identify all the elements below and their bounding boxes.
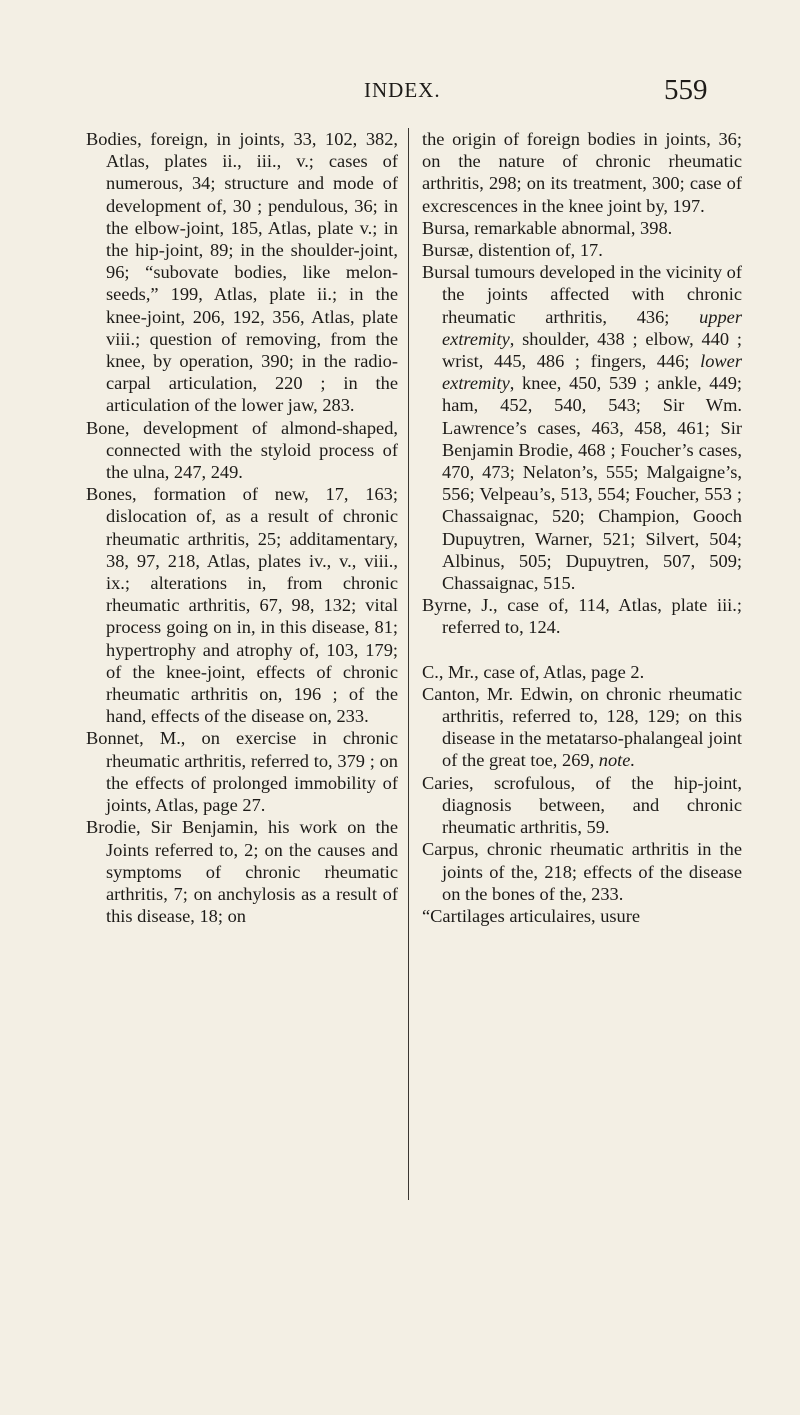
bursal-text-1: Bursal tumours developed in the vicinity of the joints affected with chronic rheumatic arthritis, 436; [422,262,742,327]
index-entry-canton [422,683,742,772]
page-number: 559 [664,74,708,106]
index-entry-brodie-continued: the origin of foreign bodies in joints, 36; on the nature of chronic rheumatic arthritis, 298; on its treatment, 300; case of excrescences in the knee joint by, 197. [422,129,742,216]
page-header [0,74,800,118]
left-column [86,128,398,927]
index-entry-bone: Bone, development of almond-shaped, connected with the styloid process of the ulna, 247, 249. [86,417,398,483]
bursal-text-2: , shoulder, 438 ; elbow, 440 ; wrist, 445, 486 ; fingers, 446; [442,328,742,372]
index-entry-c-mr: C., Mr., case of, Atlas, page 2. [422,661,645,682]
lower-extremity-label: lower extremity [442,351,742,394]
index-entry-carpus: Carpus, chronic rheumatic arthritis in the joints of the, 218; effects of the disease on the bones of the, 233. [422,839,742,904]
column-divider [408,128,409,1200]
index-entry-bursae: Bursæ, distention of, 17. [422,240,603,261]
index-entry-bursa: Bursa, remarkable abnormal, 398. [422,217,673,238]
index-entry-brodie: Brodie, Sir Benjamin, his work on the Joints referred to, 2; on the causes and symptoms of chronic rheumatic arthritis, 7; on anchylosis as a result of this disease, 18; on [86,817,398,927]
index-entry-cartilages: “Cartilages articulaires, usure [422,905,641,926]
index-entry-bonnet: Bonnet, M., on exercise in chronic rheumatic arthritis, referred to, 379 ; on the effects of prolonged immobility of joints, Atlas, page 27. [86,728,398,816]
index-entry-caries: Caries, scrofulous, of the hip-joint, diagnosis between, and chronic rheumatic arthritis, 59. [422,772,742,838]
canton-text: Canton, Mr. Edwin, on chronic rheumatic arthritis, referred to, 128, 129; on this disease in the metatarso-phalangeal joint of the great toe, 269, [422,683,742,771]
index-entry-bones: Bones, formation of new, 17, 163; dislocation of, as a result of chronic rheumatic arthritis, 25; additamentary, 38, 97, 218, Atlas, plates iv., v., viii., ix.; alterations in, from chronic rheumatic arthritis, 67, 98, 132; vital process going on in, in this disease, 81; hypertrophy and atrophy of, 103, 179; of the knee-joint, effects of chronic rheumatic arthritis on, 196 ; of the hand, effects of the disease on, 233. [86,484,398,727]
upper-extremity-label: upper extremity [442,306,742,349]
index-entry-byrne: Byrne, J., case of, 114, Atlas, plate iii.; referred to, 124. [422,595,742,638]
index-entry-bodies: Bodies, foreign, in joints, 33, 102, 382, Atlas, plates ii., iii., v.; cases of numerous, 34; structure and mode of development of, 30 ; pendulous, 36; in the elbow-joint, 185, Atlas, plate v.; in the hip-joint, 89; in the shoulder-joint, 96; “subovate bodies, like melon-seeds,” 199, Atlas, plate ii.; in the knee-joint, 206, 192, 356, Atlas, plate viii.; question of removing, from the knee, by operation, 390; in the radio-carpal articulation, 220 ; in the articulation of the lower jaw, 283. [86,129,398,416]
index-entry-bursal-tumours [422,261,742,594]
bursal-text-3: , knee, 450, 539 ; ankle, 449; ham, 452, 540, 543; Sir Wm. Lawrence’s cases, 463, 458, 461; Sir Benjamin Brodie, 468 ; Foucher’s cases, 470, 473; Nelaton’s, 555; Malgaigne’s, 556; Velpeau’s, 513, 554; Foucher, 553 ; Chassaignac, 520; Champion, Gooch Dupuytren, Warner, 521; Silvert, 504; Albinus, 505; Dupuytren, 507, 509; Chassaignac, 515. [442,373,742,594]
canton-note: note. [598,750,636,771]
running-head: INDEX. [364,78,441,102]
right-column [422,128,742,927]
